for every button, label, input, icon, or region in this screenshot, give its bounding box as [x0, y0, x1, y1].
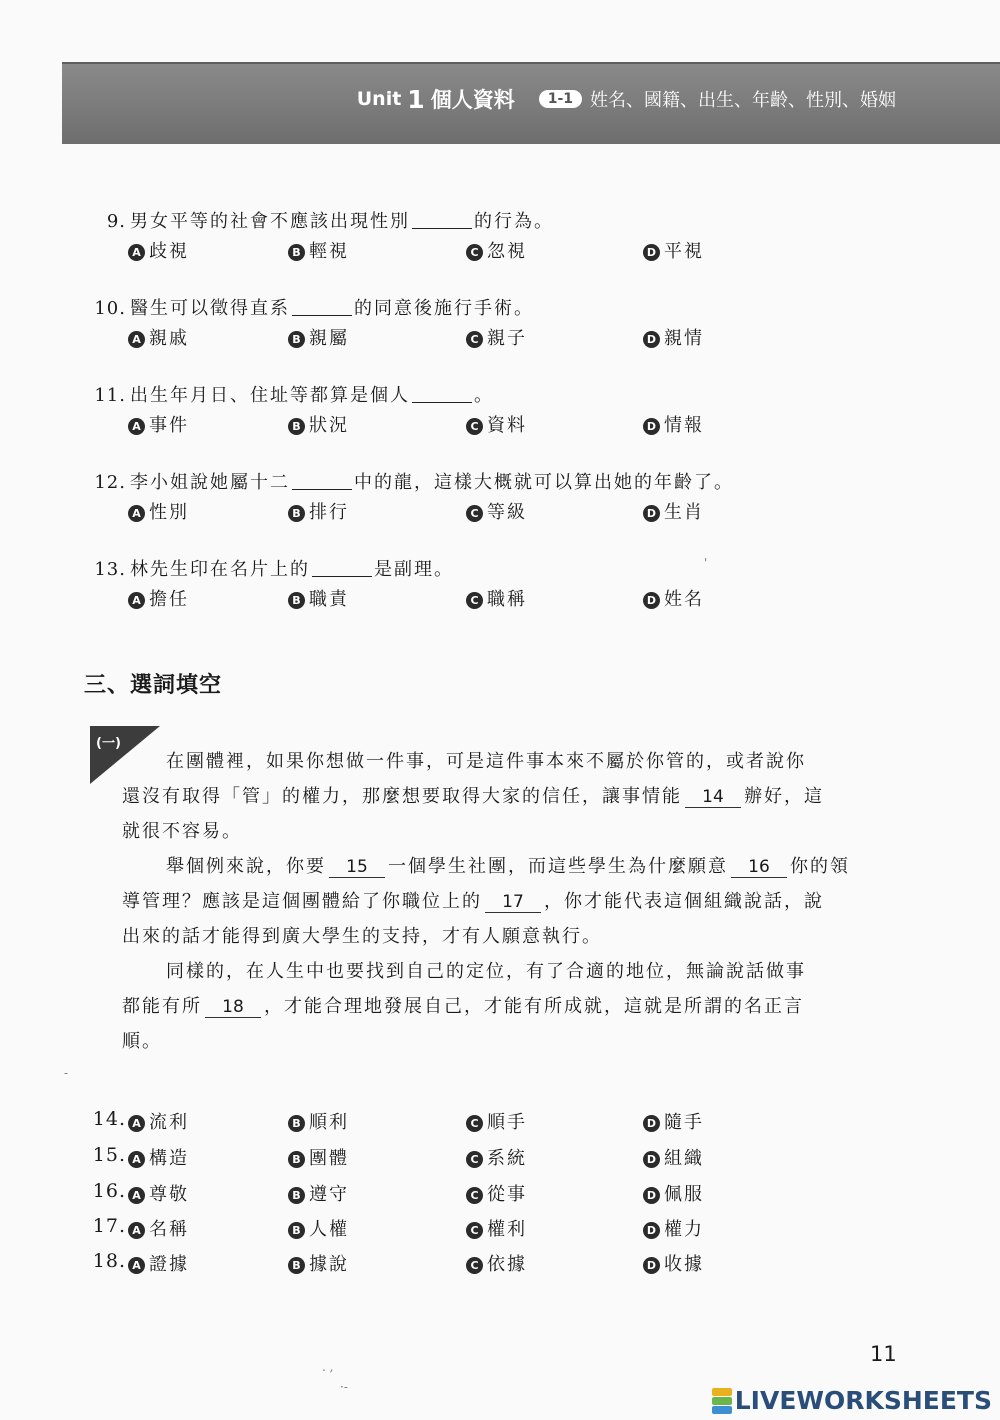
option-letter-icon: B [288, 1187, 305, 1204]
option-letter-icon: D [643, 1115, 660, 1132]
option-text: 資料 [487, 415, 527, 436]
liveworksheets-logo-icon [712, 1388, 732, 1414]
option-a[interactable] [128, 1180, 189, 1206]
liveworksheets-brand[interactable] [712, 1386, 992, 1415]
passage-text: 在團體裡，如果你想做一件事，可是這件事本來不屬於你管的，或者說你 [166, 751, 806, 772]
option-b[interactable] [288, 1250, 349, 1276]
question-10 [80, 294, 880, 349]
option-text: 平視 [664, 241, 704, 262]
option-b[interactable] [288, 498, 349, 524]
blank-16[interactable]: 16 [731, 857, 787, 878]
option-text: 事件 [149, 415, 189, 436]
options-row [128, 1215, 828, 1241]
option-letter-icon: B [288, 1222, 305, 1239]
option-letter-icon: B [288, 1115, 305, 1132]
options-row [128, 237, 828, 263]
passage-line [122, 989, 862, 1024]
question-12 [80, 468, 880, 523]
option-text: 人權 [309, 1219, 349, 1240]
option-letter-icon: B [288, 331, 305, 348]
option-text: 從事 [487, 1184, 527, 1205]
option-letter-icon: A [128, 592, 145, 609]
option-text: 姓名 [664, 589, 704, 610]
option-letter-icon: C [466, 1187, 483, 1204]
option-a[interactable] [128, 1144, 189, 1170]
option-text: 尊敬 [149, 1184, 189, 1205]
option-c[interactable] [466, 585, 527, 611]
option-letter-icon: B [288, 418, 305, 435]
question-text-after: 中的龍，這樣大概就可以算出她的年齡了。 [354, 472, 734, 493]
option-letter-icon: D [643, 592, 660, 609]
option-c[interactable] [466, 411, 527, 437]
option-c[interactable] [466, 1108, 527, 1134]
option-b[interactable] [288, 585, 349, 611]
passage-text: ，你才能代表這個組織說話，說 [544, 891, 824, 912]
scan-speck: . , [322, 1360, 334, 1374]
option-letter-icon: D [643, 1151, 660, 1168]
option-d[interactable] [643, 585, 704, 611]
option-c[interactable] [466, 1250, 527, 1276]
option-text: 團體 [309, 1148, 349, 1169]
passage-line [122, 884, 862, 919]
option-text: 據說 [309, 1254, 349, 1275]
option-text: 職稱 [487, 589, 527, 610]
option-letter-icon: A [128, 1151, 145, 1168]
option-a[interactable] [128, 237, 189, 263]
option-letter-icon: C [466, 1115, 483, 1132]
passage-text: 一個學生社團，而這些學生為什麼願意 [388, 856, 728, 877]
option-letter-icon: D [643, 505, 660, 522]
option-text: 證據 [149, 1254, 189, 1275]
options-row [128, 1180, 828, 1206]
option-letter-icon: D [643, 418, 660, 435]
brand-name: LIVEWORKSHEETS [734, 1386, 992, 1415]
option-a[interactable] [128, 324, 189, 350]
blank-18[interactable]: 18 [205, 997, 261, 1018]
question-text-after: 的同意後施行手術。 [354, 298, 534, 319]
unit-title: 個人資料 [430, 88, 515, 112]
passage-line [122, 744, 862, 779]
option-letter-icon: B [288, 1151, 305, 1168]
option-text: 權力 [664, 1219, 704, 1240]
option-text: 擔任 [149, 589, 189, 610]
option-letter-icon: A [128, 1257, 145, 1274]
options-row [128, 498, 828, 524]
option-letter-icon: D [643, 331, 660, 348]
answer-question-17 [80, 1215, 880, 1245]
question-number: 15. [92, 1144, 126, 1166]
passage-text: 出來的話才能得到廣大學生的支持，才有人願意執行。 [122, 926, 602, 947]
lesson-topics: 姓名、國籍、出生、年齡、性別、婚姻 [590, 90, 896, 111]
option-letter-icon: A [128, 1187, 145, 1204]
question-number: 11. [94, 385, 126, 406]
question-11 [80, 381, 880, 436]
option-d[interactable] [643, 1108, 704, 1134]
option-text: 收據 [664, 1254, 704, 1275]
option-text: 等級 [487, 502, 527, 523]
options-row [128, 1108, 828, 1134]
option-b[interactable] [288, 237, 349, 263]
option-letter-icon: C [466, 592, 483, 609]
option-b[interactable] [288, 1215, 349, 1241]
option-d[interactable] [643, 1144, 704, 1170]
option-b[interactable] [288, 411, 349, 437]
question-13 [80, 555, 880, 610]
option-letter-icon: D [643, 1222, 660, 1239]
passage-text: 辦好，這 [744, 786, 824, 807]
option-letter-icon: B [288, 1257, 305, 1274]
options-row [128, 1250, 828, 1276]
option-text: 依據 [487, 1254, 527, 1275]
question-text-after: 是副理。 [374, 559, 454, 580]
question-number: 18. [92, 1250, 126, 1272]
passage-text: 順。 [122, 1031, 162, 1052]
option-letter-icon: B [288, 505, 305, 522]
option-c[interactable] [466, 498, 527, 524]
unit-number: 1 [407, 84, 425, 114]
passage-text: 舉個例來說，你要 [166, 856, 326, 877]
option-text: 職責 [309, 589, 349, 610]
option-a[interactable] [128, 1108, 189, 1134]
option-text: 流利 [149, 1112, 189, 1133]
answer-question-16 [80, 1180, 880, 1210]
option-a[interactable] [128, 411, 189, 437]
scan-speck: - [64, 1066, 69, 1080]
option-text: 遵守 [309, 1184, 349, 1205]
option-letter-icon: A [128, 244, 145, 261]
question-text-after: 。 [474, 385, 494, 406]
option-letter-icon: C [466, 1257, 483, 1274]
option-letter-icon: D [643, 244, 660, 261]
option-b[interactable] [288, 1144, 349, 1170]
option-letter-icon: C [466, 505, 483, 522]
question-text-before: 出生年月日、住址等都算是個人 [130, 385, 410, 406]
option-text: 系統 [487, 1148, 527, 1169]
option-letter-icon: A [128, 1115, 145, 1132]
option-d[interactable] [643, 411, 704, 437]
option-text: 順利 [309, 1112, 349, 1133]
scan-speck: ' [704, 556, 708, 570]
passage-line [122, 849, 862, 884]
header-band [62, 62, 1000, 144]
option-text: 名稱 [149, 1219, 189, 1240]
question-text-before: 男女平等的社會不應該出現性別 [130, 211, 410, 232]
option-text: 親屬 [309, 328, 349, 349]
option-a[interactable] [128, 1250, 189, 1276]
option-letter-icon: A [128, 331, 145, 348]
answer-blank[interactable] [292, 471, 352, 490]
reading-passage [122, 744, 862, 1059]
option-text: 性別 [149, 502, 189, 523]
option-letter-icon: A [128, 418, 145, 435]
blank-15[interactable]: 15 [329, 857, 385, 878]
option-letter-icon: C [466, 331, 483, 348]
passage-text: 都能有所 [122, 996, 202, 1017]
option-text: 組織 [664, 1148, 704, 1169]
option-a[interactable] [128, 498, 189, 524]
option-d[interactable] [643, 1180, 704, 1206]
option-text: 權利 [487, 1219, 527, 1240]
option-c[interactable] [466, 1144, 527, 1170]
option-letter-icon: B [288, 592, 305, 609]
passage-text: 就很不容易。 [122, 821, 242, 842]
question-9 [80, 207, 880, 262]
question-number: 9. [106, 211, 126, 232]
question-number: 17. [92, 1215, 126, 1237]
passage-text: 還沒有取得「管」的權力，那麼想要取得大家的信任，讓事情能 [122, 786, 682, 807]
question-text-before: 李小姐說她屬十二 [130, 472, 290, 493]
answer-blank[interactable] [412, 210, 472, 229]
question-number: 14. [92, 1108, 126, 1130]
question-text-before: 醫生可以徵得直系 [130, 298, 290, 319]
option-c[interactable] [466, 1180, 527, 1206]
question-text-after: 的行為。 [474, 211, 554, 232]
answer-question-14 [80, 1108, 880, 1138]
options-row [128, 411, 828, 437]
option-letter-icon: B [288, 244, 305, 261]
option-c[interactable] [466, 1215, 527, 1241]
question-number: 16. [92, 1180, 126, 1202]
option-text: 歧視 [149, 241, 189, 262]
question-number: 13. [94, 559, 126, 580]
option-a[interactable] [128, 1215, 189, 1241]
page-number: 11 [870, 1342, 897, 1366]
option-d[interactable] [643, 1250, 704, 1276]
question-text-before: 林先生印在名片上的 [130, 559, 310, 580]
option-d[interactable] [643, 324, 704, 350]
option-b[interactable] [288, 1108, 349, 1134]
answer-blank[interactable] [412, 384, 472, 403]
option-b[interactable] [288, 324, 349, 350]
passage-line [122, 1024, 862, 1059]
option-text: 狀況 [309, 415, 349, 436]
passage-text: 同樣的，在人生中也要找到自己的定位，有了合適的地位，無論說話做事 [166, 961, 806, 982]
part-label: (一) [96, 736, 121, 751]
answer-blank[interactable] [292, 297, 352, 316]
header-title-row [357, 84, 896, 114]
option-text: 親戚 [149, 328, 189, 349]
option-d[interactable] [643, 498, 704, 524]
question-number: 12. [94, 472, 126, 493]
passage-line [122, 814, 862, 849]
passage-line [122, 954, 862, 989]
option-letter-icon: C [466, 244, 483, 261]
option-letter-icon: A [128, 505, 145, 522]
option-letter-icon: C [466, 1222, 483, 1239]
scan-speck: ·- [340, 1380, 348, 1394]
section-title: 三、選詞填空 [84, 673, 223, 698]
unit-label: Unit [356, 88, 402, 110]
lesson-badge: 1-1 [539, 90, 582, 108]
option-a[interactable] [128, 585, 189, 611]
passage-text: 導管理？應該是這個團體給了你職位上的 [122, 891, 482, 912]
passage-text: ，才能合理地發展自己，才能有所成就，這就是所謂的名正言 [264, 996, 804, 1017]
option-text: 排行 [309, 502, 349, 523]
option-text: 輕視 [309, 241, 349, 262]
option-text: 情報 [664, 415, 704, 436]
option-text: 親子 [487, 328, 527, 349]
question-number: 10. [94, 298, 126, 319]
passage-line [122, 779, 862, 814]
option-text: 佩服 [664, 1184, 704, 1205]
option-letter-icon: D [643, 1257, 660, 1274]
answer-question-15 [80, 1144, 880, 1174]
option-text: 忽視 [487, 241, 527, 262]
option-letter-icon: C [466, 418, 483, 435]
option-text: 生肖 [664, 502, 704, 523]
option-d[interactable] [643, 237, 704, 263]
options-row [128, 324, 828, 350]
option-letter-icon: A [128, 1222, 145, 1239]
option-text: 順手 [487, 1112, 527, 1133]
answer-blank[interactable] [312, 558, 372, 577]
option-b[interactable] [288, 1180, 349, 1206]
option-letter-icon: C [466, 1151, 483, 1168]
option-text: 構造 [149, 1148, 189, 1169]
options-row [128, 585, 828, 611]
option-d[interactable] [643, 1215, 704, 1241]
option-text: 隨手 [664, 1112, 704, 1133]
options-row [128, 1144, 828, 1170]
option-c[interactable] [466, 237, 527, 263]
passage-line [122, 919, 862, 954]
option-letter-icon: D [643, 1187, 660, 1204]
answer-question-18 [80, 1250, 880, 1280]
passage-text: 你的領 [790, 856, 850, 877]
option-c[interactable] [466, 324, 527, 350]
option-text: 親情 [664, 328, 704, 349]
blank-14[interactable]: 14 [685, 787, 741, 808]
blank-17[interactable]: 17 [485, 892, 541, 913]
